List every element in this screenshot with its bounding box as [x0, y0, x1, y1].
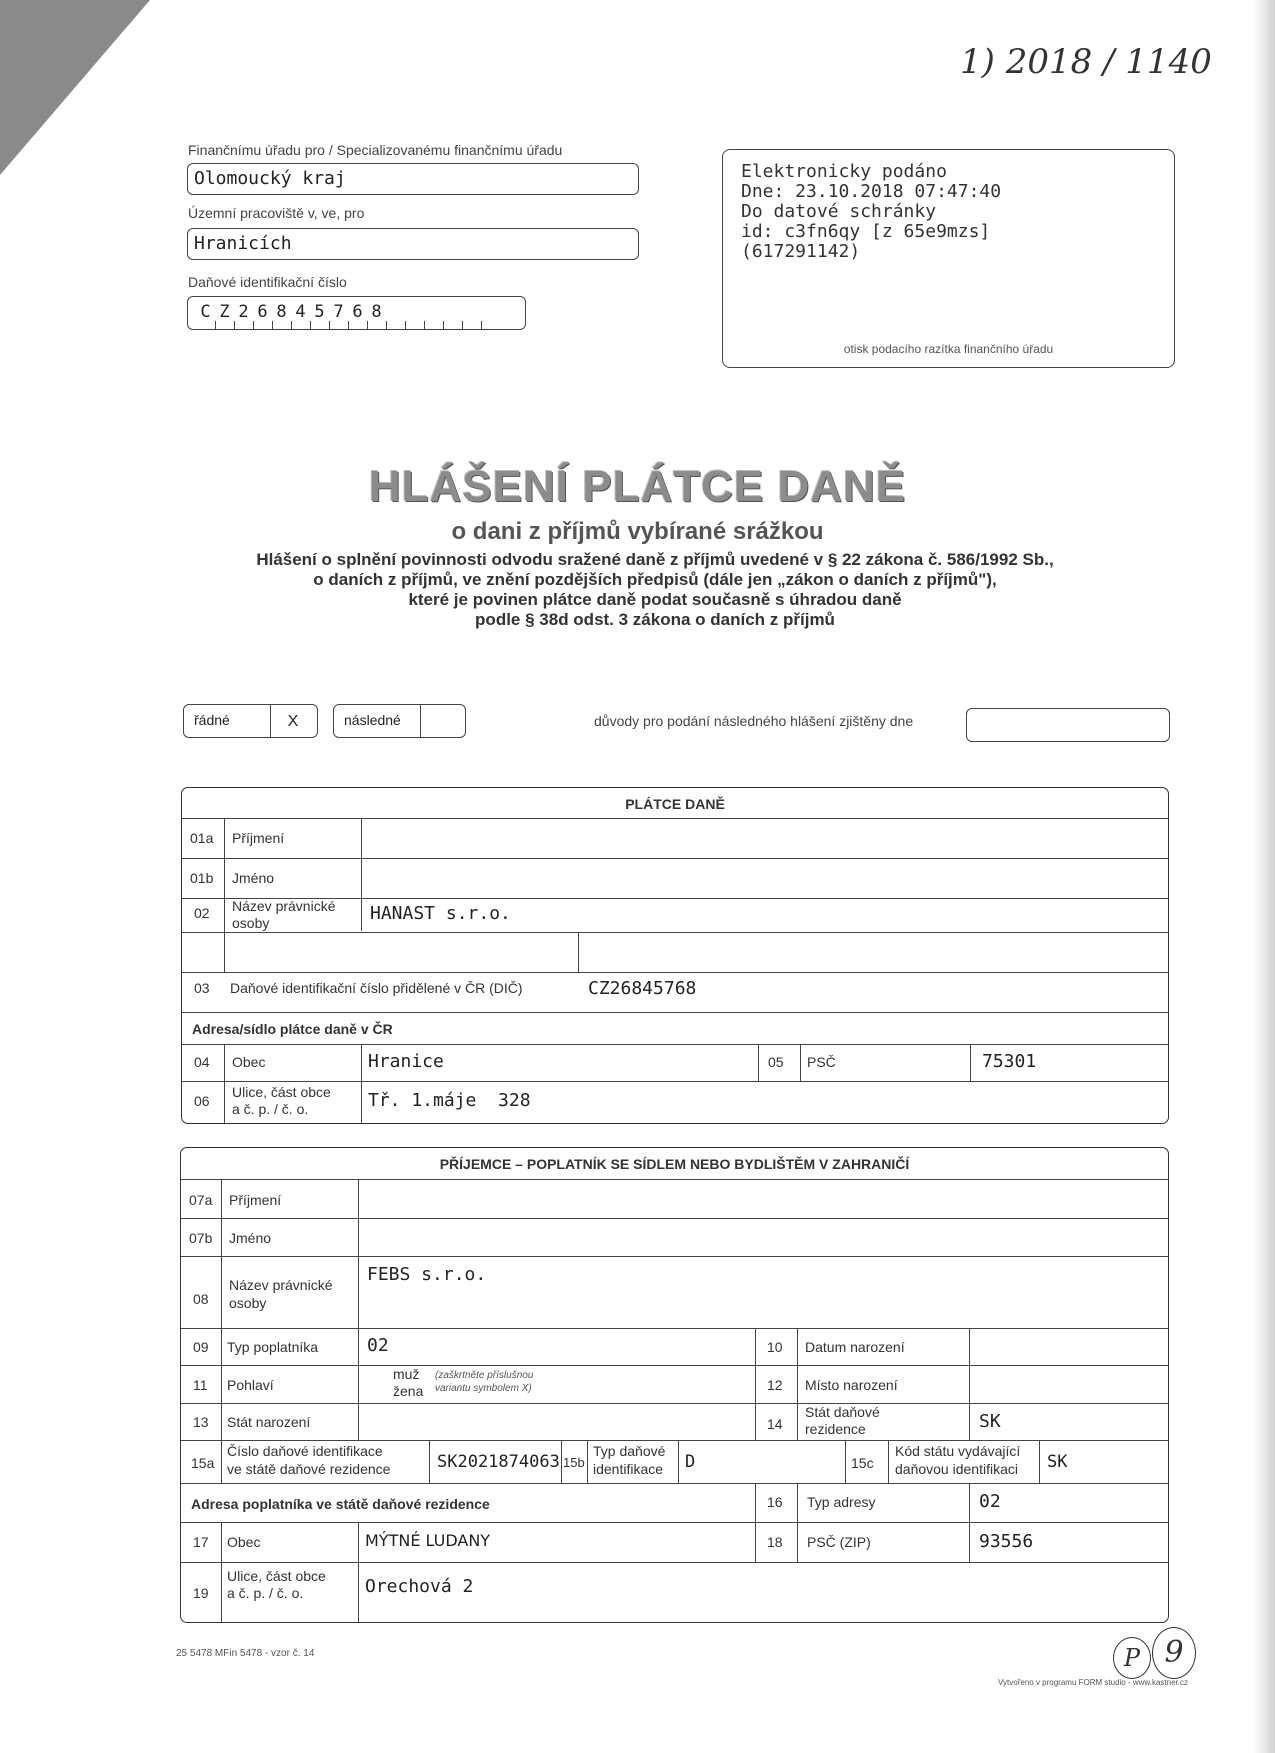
- folded-corner: [0, 0, 150, 175]
- payer-table: [181, 787, 1169, 1124]
- tin-char-cell: C: [200, 302, 211, 322]
- row-17-label: Obec: [227, 1534, 261, 1550]
- stamp-line: Dne: 23.10.2018 07:47:40: [741, 181, 1002, 202]
- stamp-box: [722, 149, 1175, 368]
- row-15a-code: 15a: [191, 1455, 215, 1471]
- tin-char-cell: 6: [257, 302, 268, 322]
- regular-report-label: řádné: [194, 712, 230, 728]
- row-07a-label: Příjmení: [229, 1192, 282, 1208]
- row-10-label: Datum narození: [805, 1339, 905, 1355]
- row-15a-label-line: Číslo daňové identifikace: [227, 1443, 383, 1459]
- payer-zip-value[interactable]: 75301: [982, 1051, 1037, 1072]
- tin-char-divider: [272, 321, 273, 329]
- row-08-label: [229, 1276, 333, 1312]
- row-02-label: Název právnické osoby: [232, 898, 336, 931]
- row-19-label-line: a č. p. / č. o.: [227, 1585, 304, 1601]
- row-12-code: 12: [767, 1377, 783, 1393]
- row-03-code: 03: [194, 980, 210, 996]
- tin-field[interactable]: [187, 296, 526, 330]
- tin-char-cell: Z: [219, 302, 230, 322]
- row-02-code: 02: [194, 905, 210, 921]
- recipient-city-value[interactable]: MÝTNÉ LUDANY: [365, 1531, 491, 1550]
- recipient-residence-country-value[interactable]: SK: [979, 1411, 1001, 1432]
- workplace-field[interactable]: [187, 228, 639, 260]
- created-with-note: Vytvořeno v programu FORM studio - www.kastner.cz: [998, 1678, 1188, 1687]
- gender-options[interactable]: [393, 1366, 423, 1400]
- form-code: 25 5478 MFin 5478 - vzor č. 14: [176, 1648, 315, 1659]
- tin-char-cell: 8: [276, 302, 287, 322]
- row-15c-label-line: Kód státu vydávající: [895, 1443, 1021, 1459]
- tin-char-cell: 2: [238, 302, 249, 322]
- stamp-text: [741, 162, 1001, 262]
- row-11-code: 11: [193, 1377, 208, 1393]
- office-field[interactable]: [187, 163, 639, 195]
- tin-char-divider: [215, 321, 216, 329]
- row-15b-code: 15b: [563, 1455, 585, 1470]
- tin-char-divider: [234, 321, 235, 329]
- payer-street-value[interactable]: Tř. 1.máje 328: [368, 1090, 531, 1111]
- form-description: [180, 550, 1130, 630]
- regular-report-box[interactable]: [183, 704, 318, 738]
- row-05-code: 05: [768, 1054, 784, 1070]
- recipient-zip-value[interactable]: 93556: [979, 1531, 1034, 1552]
- row-14-label-line: Stát daňové: [805, 1404, 880, 1420]
- recipient-tax-id-value[interactable]: SK2021874063: [437, 1452, 560, 1472]
- row-15b-label-line: Typ daňové: [593, 1443, 666, 1459]
- row-06-label-line: Ulice, část obce: [232, 1084, 331, 1100]
- gender-option-female[interactable]: žena: [393, 1383, 424, 1399]
- tin-char-divider: [443, 321, 444, 329]
- recipient-issuing-country-value[interactable]: SK: [1047, 1452, 1068, 1472]
- stamp-line: (617291142): [741, 241, 861, 262]
- tin-label: Daňové identifikační číslo: [188, 274, 347, 290]
- row-09-code: 09: [193, 1339, 209, 1355]
- row-07b-label: Jméno: [229, 1230, 272, 1246]
- row-04-label: Obec: [232, 1054, 266, 1070]
- row-19-label-line: Ulice, část obce: [227, 1568, 326, 1584]
- description-line: Hlášení o splnění povinnosti odvodu sražené daně z příjmů uvedené v § 22 zákona č. 586/1992 Sb.,: [256, 550, 1054, 569]
- row-15b-label: [593, 1442, 665, 1478]
- row-07b-code: 07b: [189, 1230, 213, 1246]
- tin-char-cell: 5: [314, 302, 325, 322]
- recipient-street-value[interactable]: Orechová 2: [365, 1576, 474, 1597]
- row-05-label: PSČ: [807, 1054, 836, 1070]
- office-label: Finančnímu úřadu pro / Specializovanému finančnímu úřadu: [188, 142, 563, 158]
- row-15b-label-line: identifikace: [593, 1461, 664, 1477]
- tin-char-divider: [348, 321, 349, 329]
- gender-hint-line: variantu symbolem X): [435, 1383, 532, 1394]
- tin-char-divider: [253, 321, 254, 329]
- payer-company-value[interactable]: HANAST s.r.o.: [370, 903, 511, 924]
- row-08-code: 08: [193, 1291, 209, 1307]
- row-16-label: Typ adresy: [807, 1494, 876, 1510]
- row-10-code: 10: [767, 1339, 783, 1355]
- row-14-code: 14: [767, 1416, 783, 1432]
- tin-char-divider: [386, 321, 387, 329]
- row-08-label-line: Název právnické: [229, 1277, 333, 1293]
- recipient-company-value[interactable]: FEBS s.r.o.: [367, 1264, 487, 1285]
- tin-char-cell: 7: [333, 302, 344, 322]
- row-18-code: 18: [767, 1534, 783, 1550]
- tin-char-cell: 6: [352, 302, 363, 322]
- row-01b-label: Jméno: [232, 870, 275, 886]
- row-01a-code: 01a: [190, 830, 214, 846]
- row-16-code: 16: [767, 1494, 783, 1510]
- gender-hint-line: (zaškrtněte příslušnou: [435, 1370, 534, 1381]
- tin-char-divider: [291, 321, 292, 329]
- tin-char-divider: [367, 321, 368, 329]
- row-15c-label: [895, 1442, 1020, 1478]
- row-01b-code: 01b: [190, 870, 214, 886]
- stamp-line: Elektronicky podáno: [741, 161, 947, 182]
- tin-char-divider: [462, 321, 463, 329]
- payer-heading: PLÁTCE DANĚ: [625, 796, 725, 812]
- row-15a-label: [227, 1442, 390, 1478]
- regular-report-checkbox[interactable]: X: [287, 713, 299, 730]
- row-14-label: [805, 1404, 880, 1438]
- row-09-label: Typ poplatníka: [227, 1339, 319, 1355]
- tin-char-cell: 4: [295, 302, 306, 322]
- followup-reasons-label: důvody pro podání následného hlášení zjištěny dne: [594, 713, 914, 729]
- handwritten-reference: 1) 2018 / 1140: [960, 42, 1212, 82]
- followup-reasons-date-field[interactable]: [966, 708, 1170, 742]
- description-line: podle § 38d odst. 3 zákona o daních z příjmů: [475, 610, 835, 629]
- followup-report-label: následné: [344, 712, 401, 728]
- workplace-label: Územní pracoviště v, ve, pro: [188, 205, 365, 221]
- office-value: Olomoucký kraj: [194, 168, 346, 189]
- gender-option-male[interactable]: muž: [393, 1366, 420, 1382]
- handwritten-mark-p: P: [1113, 1637, 1151, 1679]
- row-15a-label-line: ve státě daňové rezidence: [227, 1461, 391, 1477]
- row-19-label: [227, 1568, 326, 1602]
- row-01a-label: Příjmení: [232, 830, 285, 846]
- tin-char-divider: [481, 321, 482, 329]
- stamp-line: id: c3fn6qy [z 65e9mzs]: [741, 221, 991, 242]
- row-03-label: Daňové identifikační číslo přidělené v ČR (DIČ): [230, 980, 523, 996]
- form-subtitle: o dani z příjmů vybírané srážkou: [451, 518, 824, 545]
- row-14-label-line: rezidence: [805, 1421, 866, 1437]
- payer-city-value[interactable]: Hranice: [368, 1051, 444, 1072]
- tin-char-divider: [329, 321, 330, 329]
- workplace-value: Hranicích: [194, 233, 292, 254]
- description-line: které je povinen plátce daně podat současně s úhradou daně: [408, 590, 902, 609]
- page-edge-shadow: [1253, 0, 1275, 1753]
- recipient-tax-id-type-value[interactable]: D: [685, 1452, 696, 1472]
- stamp-line: Do datové schránky: [741, 201, 937, 222]
- tin-char-divider: [424, 321, 425, 329]
- recipient-type-value[interactable]: 02: [367, 1335, 389, 1356]
- row-08-label-line: osoby: [229, 1295, 267, 1311]
- description-line: o daních z příjmů, ve znění pozdějších předpisů (dále jen „zákon o daních z příjmů"),: [313, 570, 997, 589]
- row-13-label: Stát narození: [227, 1414, 311, 1430]
- tin-char-cell: 8: [371, 302, 382, 322]
- row-17-code: 17: [193, 1534, 209, 1550]
- payer-dic-value[interactable]: CZ26845768: [588, 978, 697, 999]
- row-06-label-line: a č. p. / č. o.: [232, 1101, 309, 1117]
- stamp-caption: otisk podacího razítka finančního úřadu: [843, 342, 1054, 356]
- row-11-label: Pohlaví: [227, 1377, 274, 1393]
- row-06-code: 06: [194, 1093, 210, 1109]
- row-15c-code: 15c: [851, 1455, 874, 1471]
- row-13-code: 13: [193, 1414, 209, 1430]
- tin-char-divider: [405, 321, 406, 329]
- followup-report-box[interactable]: [333, 704, 466, 738]
- recipient-heading: PŘÍJEMCE – POPLATNÍK SE SÍDLEM NEBO BYDLIŠTĚM V ZAHRANIČÍ: [439, 1156, 910, 1172]
- handwritten-mark-9: 9: [1152, 1627, 1196, 1679]
- recipient-address-type-value[interactable]: 02: [979, 1491, 1001, 1512]
- row-06-label: [232, 1084, 331, 1118]
- form-title: HLÁŠENÍ PLÁTCE DANĚ: [368, 462, 907, 511]
- row-19-code: 19: [193, 1585, 209, 1601]
- row-12-label: Místo narození: [805, 1377, 898, 1393]
- recipient-address-heading: Adresa poplatníka ve státě daňové rezidence: [191, 1496, 490, 1512]
- recipient-table: [180, 1147, 1169, 1623]
- gender-hint: [435, 1369, 533, 1395]
- row-15c-label-line: daňovou identifikaci: [895, 1461, 1018, 1477]
- row-07a-code: 07a: [189, 1192, 213, 1208]
- row-18-label: PSČ (ZIP): [807, 1534, 871, 1550]
- payer-address-heading: Adresa/sídlo plátce daně v ČR: [192, 1021, 393, 1037]
- row-04-code: 04: [194, 1054, 210, 1070]
- tin-char-divider: [310, 321, 311, 329]
